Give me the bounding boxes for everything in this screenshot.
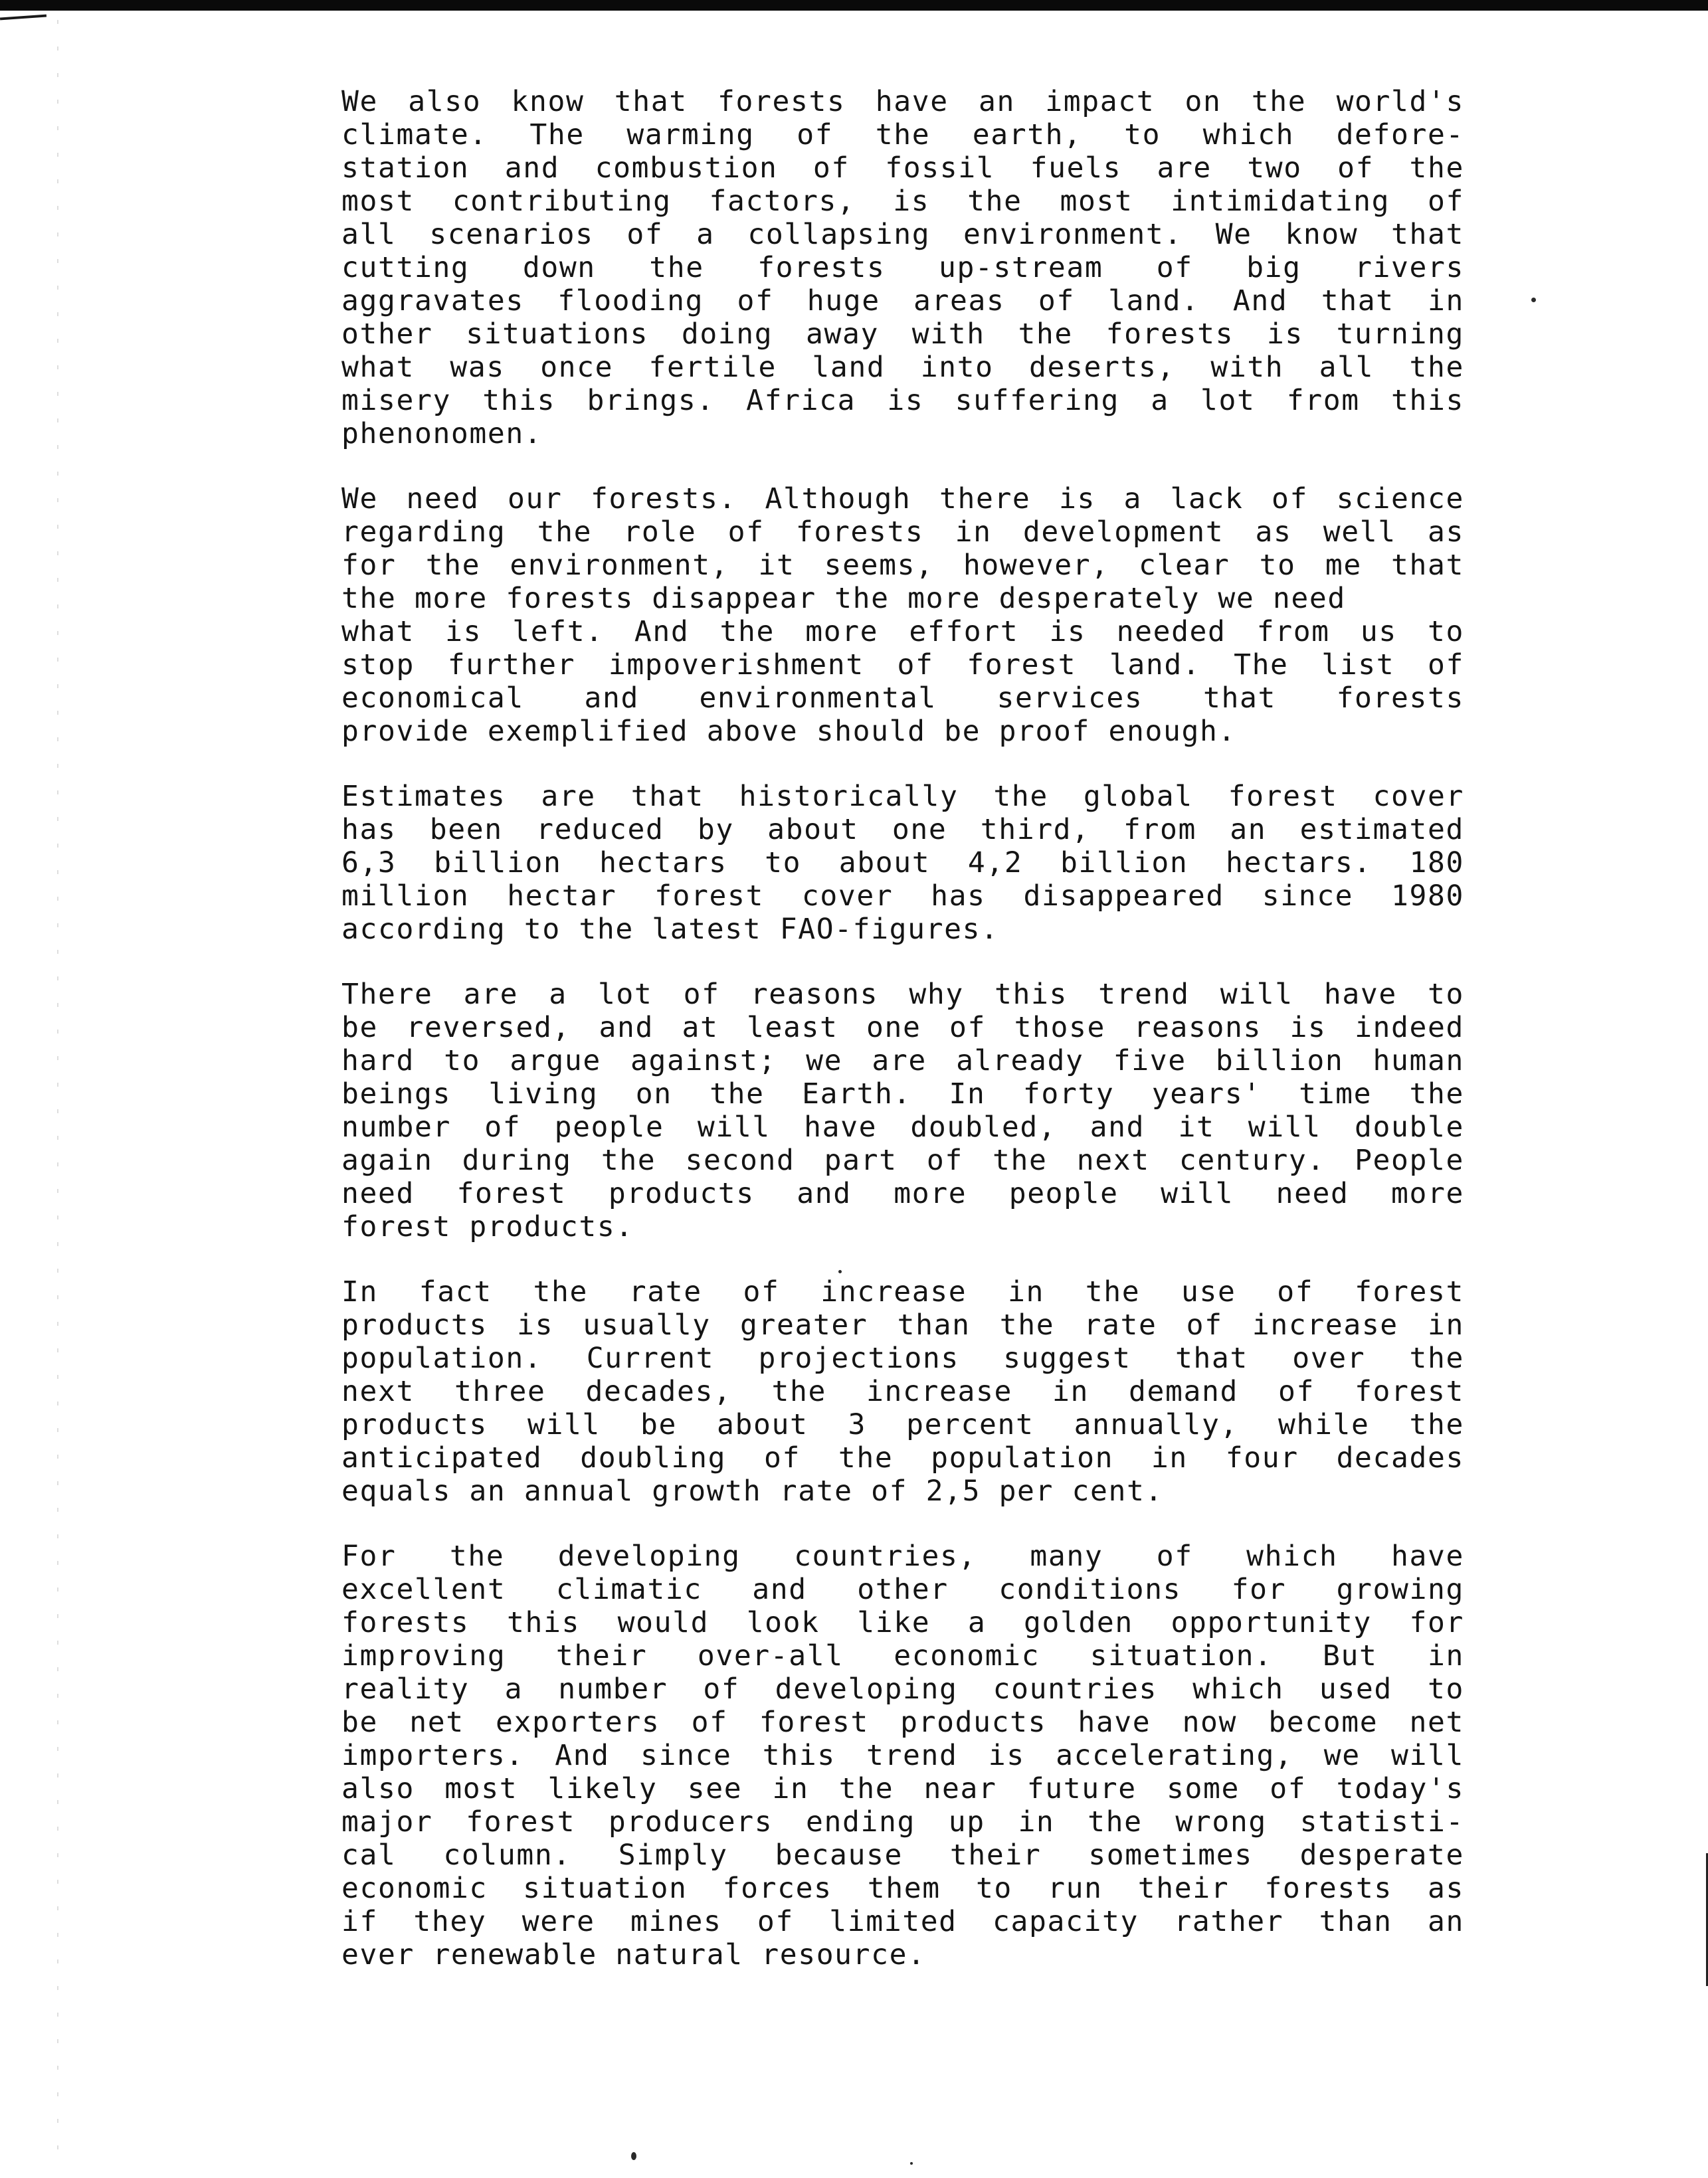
paragraph bbox=[341, 1540, 1471, 1971]
text-line: next three decades, the increase in demand of forest bbox=[341, 1375, 1464, 1408]
document-body bbox=[341, 85, 1471, 2003]
text-line: beings living on the Earth. In forty years' time the bbox=[341, 1077, 1464, 1111]
text-line: regarding the role of forests in development as well as bbox=[341, 515, 1464, 549]
text-line: reality a number of developing countries which used to bbox=[341, 1673, 1464, 1706]
text-line: million hectar forest cover has disappeared since 1980 bbox=[341, 879, 1464, 913]
text-line: misery this brings. Africa is suffering a lot from this bbox=[341, 384, 1464, 417]
text-line: forests this would look like a golden opportunity for bbox=[341, 1606, 1464, 1639]
text-line: provide exemplified above should be proof enough. bbox=[341, 715, 1236, 748]
text-line: other situations doing away with the forests is turning bbox=[341, 318, 1464, 351]
text-line: all scenarios of a collapsing environment. We know that bbox=[341, 218, 1464, 251]
text-line: has been reduced by about one third, from an estimated bbox=[341, 813, 1464, 846]
text-line: phenonomen. bbox=[341, 417, 543, 450]
scan-speck bbox=[1531, 298, 1536, 302]
text-line: We also know that forests have an impact on the world's bbox=[341, 85, 1464, 118]
paragraph bbox=[341, 85, 1471, 450]
text-line: In fact the rate of increase in the use of forest bbox=[341, 1275, 1464, 1309]
scan-left-margin-line bbox=[57, 20, 58, 2172]
text-line: products is usually greater than the rate of increase in bbox=[341, 1309, 1464, 1342]
text-line: station and combustion of fossil fuels are two of the bbox=[341, 151, 1464, 185]
text-line: 6,3 billion hectars to about 4,2 billion hectars. 180 bbox=[341, 846, 1464, 879]
text-line: For the developing countries, many of which have bbox=[341, 1540, 1464, 1573]
paragraph bbox=[341, 482, 1471, 748]
text-line: again during the second part of the next century. People bbox=[341, 1144, 1464, 1177]
text-line: Estimates are that historically the global forest cover bbox=[341, 780, 1464, 813]
scan-speck bbox=[631, 2152, 636, 2160]
text-line: equals an annual growth rate of 2,5 per cent. bbox=[341, 1475, 1163, 1508]
paragraph bbox=[341, 1275, 1471, 1508]
text-line: hard to argue against; we are already five billion human bbox=[341, 1044, 1464, 1077]
text-line: climate. The warming of the earth, to which defore- bbox=[341, 118, 1464, 151]
text-line: be net exporters of forest products have now become net bbox=[341, 1706, 1464, 1739]
text-line: most contributing factors, is the most intimidating of bbox=[341, 185, 1464, 218]
text-line: economical and environmental services that forests bbox=[341, 681, 1464, 715]
text-line: stop further impoverishment of forest land. The list of bbox=[341, 648, 1464, 681]
scan-speck bbox=[910, 2162, 913, 2165]
text-line: cal column. Simply because their sometimes desperate bbox=[341, 1839, 1464, 1872]
text-line: aggravates flooding of huge areas of land. And that in bbox=[341, 284, 1464, 318]
text-line: excellent climatic and other conditions for growing bbox=[341, 1573, 1464, 1606]
paragraph bbox=[341, 978, 1471, 1243]
text-line: ever renewable natural resource. bbox=[341, 1938, 926, 1971]
text-line: products will be about 3 percent annually, while the bbox=[341, 1408, 1464, 1441]
text-line: importers. And since this trend is accelerating, we will bbox=[341, 1739, 1464, 1772]
text-line: what is left. And the more effort is needed from us to bbox=[341, 615, 1464, 648]
scan-top-border bbox=[0, 0, 1708, 11]
text-line: if they were mines of limited capacity rather than an bbox=[341, 1905, 1464, 1938]
text-line: according to the latest FAO-figures. bbox=[341, 913, 999, 946]
text-line: economic situation forces them to run their forests as bbox=[341, 1872, 1464, 1905]
text-line: forest products. bbox=[341, 1210, 634, 1243]
scan-corner-mark bbox=[0, 15, 47, 21]
text-line: population. Current projections suggest that over the bbox=[341, 1342, 1464, 1375]
text-line: improving their over-all economic situation. But in bbox=[341, 1639, 1464, 1673]
paragraph bbox=[341, 780, 1471, 946]
text-line: major forest producers ending up in the wrong statisti- bbox=[341, 1805, 1464, 1839]
text-line: We need our forests. Although there is a lack of science bbox=[341, 482, 1464, 515]
text-line: the more forests disappear the more desperately we need bbox=[341, 582, 1346, 615]
text-line: need forest products and more people will need more bbox=[341, 1177, 1464, 1210]
text-line: also most likely see in the near future some of today's bbox=[341, 1772, 1464, 1805]
text-line: be reversed, and at least one of those reasons is indeed bbox=[341, 1011, 1464, 1044]
text-line: what was once fertile land into deserts, with all the bbox=[341, 351, 1464, 384]
text-line: for the environment, it seems, however, clear to me that bbox=[341, 549, 1464, 582]
text-line: There are a lot of reasons why this trend will have to bbox=[341, 978, 1464, 1011]
text-line: cutting down the forests up-stream of big rivers bbox=[341, 251, 1464, 284]
text-line: number of people will have doubled, and it will double bbox=[341, 1111, 1464, 1144]
text-line: anticipated doubling of the population in four decades bbox=[341, 1441, 1464, 1475]
